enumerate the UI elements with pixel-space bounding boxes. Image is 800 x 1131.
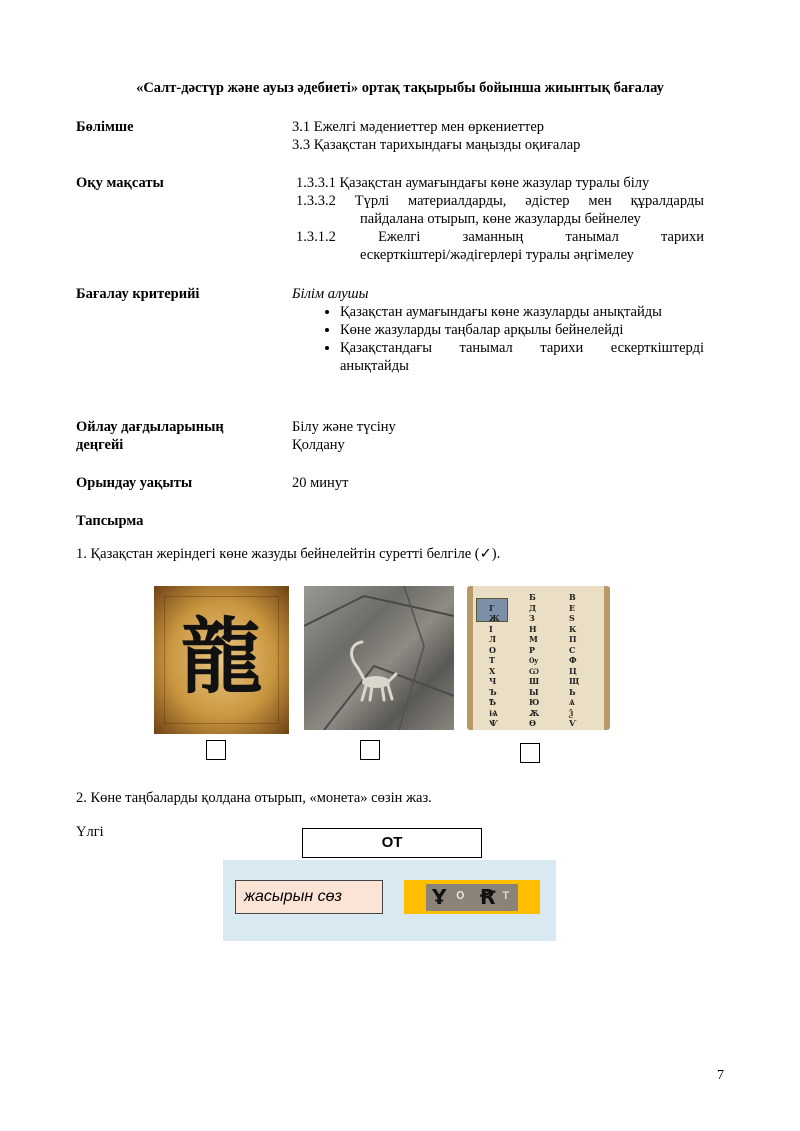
section-label: Бөлімше: [76, 119, 134, 135]
thinking-line: Білу және түсіну: [292, 419, 396, 435]
alphabet-letter: Т: [489, 655, 495, 665]
alphabet-letter: Ѯ: [569, 707, 574, 718]
alphabet-grid: [475, 592, 603, 726]
alphabet-letter: С: [569, 644, 576, 655]
criteria-list: [292, 303, 704, 375]
alphabet-letter: Л: [489, 634, 497, 644]
alphabet-letter: Ѕ: [569, 613, 575, 623]
section-line: 3.3 Қазақстан тарихындағы маңызды оқиғалар: [292, 137, 581, 153]
objectives-values: [296, 174, 704, 264]
alphabet-letter: Н: [529, 623, 537, 634]
alphabet-letter: Щ: [569, 676, 580, 686]
time-value: 20 минут: [292, 475, 349, 491]
thinking-label-line: Ойлау дағдыларының: [76, 419, 224, 435]
alphabet-letter: О: [489, 644, 496, 655]
alphabet-letter: Ч: [489, 676, 497, 686]
task2-text: 2. Көне таңбаларды қолдана отырып, «монета» сөзін жаз.: [76, 790, 432, 806]
alphabet-letter: Ь: [569, 686, 576, 697]
alphabet-letter: Ѵ: [569, 718, 577, 728]
rune-display: [426, 884, 518, 911]
example-word-box: ОТ: [302, 828, 482, 858]
alphabet-letter: Ж: [489, 613, 500, 623]
thinking-values: [292, 418, 704, 454]
alphabet-letter: Ѳ: [529, 718, 536, 728]
rune-glyph: Ꞧ: [480, 885, 496, 909]
objective-line: пайдалана отырып, көне жазуларды бейнелеу: [360, 211, 641, 227]
criteria-label: Бағалау критерийі: [76, 286, 200, 302]
chinese-calligraphy-image: [154, 586, 289, 734]
petroglyph-drawing: [304, 586, 454, 730]
alphabet-letter: Ѩ: [489, 707, 498, 718]
alphabet-letter: Ю: [529, 697, 540, 707]
task1-text: 1. Қазақстан жеріндегі көне жазуды бейнелейтін суретті белгіле (✓).: [76, 546, 501, 562]
alphabet-letter: В: [569, 592, 576, 602]
alphabet-letter: Ц: [569, 665, 577, 676]
checkbox-petroglyph[interactable]: [360, 740, 380, 760]
alphabet-letter: Б: [529, 592, 536, 602]
alphabet-letter: Р: [529, 644, 536, 655]
alphabet-letter: П: [569, 634, 577, 644]
alphabet-letter: Д: [529, 602, 537, 613]
rune-glyph: Ұ: [432, 885, 447, 909]
task-heading: Тапсырма: [76, 513, 144, 529]
alphabet-letter: Ъ: [489, 686, 497, 697]
criteria-item: • Қазақстандағы танымал тарихи ескерткіштерді анықтайды: [340, 339, 704, 375]
checkbox-alphabet[interactable]: [520, 743, 540, 763]
alphabet-letter: З: [529, 613, 535, 623]
objectives-label: Оқу мақсаты: [76, 175, 164, 191]
objective-line: 1.3.3.2 Түрлі материалдарды, әдістер мен құралдарды: [296, 193, 704, 209]
objective-line: 1.3.3.1 Қазақстан аумағындағы көне жазулар туралы білу: [296, 175, 650, 191]
petroglyph-image: [304, 586, 454, 730]
alphabet-letter: Ѧ: [569, 697, 575, 707]
criteria-values: [292, 285, 704, 375]
alphabet-letter: К: [569, 623, 577, 634]
rune-glyph: о: [456, 887, 465, 903]
rune-glyph: т: [502, 888, 510, 903]
section-line: 3.1 Ежелгі мәдениеттер мен өркениеттер: [292, 119, 545, 135]
alphabet-letter: І: [489, 623, 493, 634]
section-values: [292, 118, 704, 154]
thinking-label-line: деңгейі: [76, 437, 124, 453]
page-number: 7: [717, 1068, 724, 1083]
objective-line: 1.3.1.2 Ежелгі заманның танымал тарихи: [296, 229, 704, 245]
cyrillic-alphabet-scroll-image: [467, 586, 610, 730]
time-label: Орындау уақыты: [76, 475, 193, 491]
thinking-line: Қолдану: [292, 437, 345, 453]
calligraphy-glyph: 龍: [180, 610, 263, 705]
criteria-intro: Білім алушы: [292, 286, 369, 302]
alphabet-letter: Ѫ: [529, 707, 540, 718]
objective-line: ескерткіштері/жәдігерлері туралы әңгімелеу: [360, 247, 634, 263]
alphabet-letter: Ф: [569, 655, 577, 665]
page-title: «Салт-дәстүр және ауыз әдебиеті» ортақ тақырыбы бойынша жиынтық бағалау: [136, 80, 664, 96]
checkbox-calligraphy[interactable]: [206, 740, 226, 760]
criteria-item: • Көне жазуларды таңбалар арқылы бейнелейді: [340, 321, 704, 339]
alphabet-letter: Ш: [529, 676, 540, 686]
alphabet-letter: Ѣ: [489, 697, 497, 707]
alphabet-letter: Ѹ: [529, 655, 539, 665]
sample-label: Үлгі: [76, 824, 104, 840]
alphabet-letter: М: [529, 634, 538, 644]
alphabet-letter: Ѱ: [489, 718, 498, 728]
alphabet-letter: Г: [489, 602, 495, 613]
alphabet-letter: Е: [569, 602, 576, 613]
secret-word-field: жасырын сөз: [235, 880, 383, 914]
alphabet-letter: Ѡ: [529, 665, 540, 676]
alphabet-letter: Ы: [529, 686, 539, 697]
criteria-item: • Қазақстан аумағындағы көне жазуларды анықтайды: [340, 303, 704, 321]
alphabet-letter: Х: [489, 665, 496, 676]
thinking-label: [76, 418, 224, 454]
